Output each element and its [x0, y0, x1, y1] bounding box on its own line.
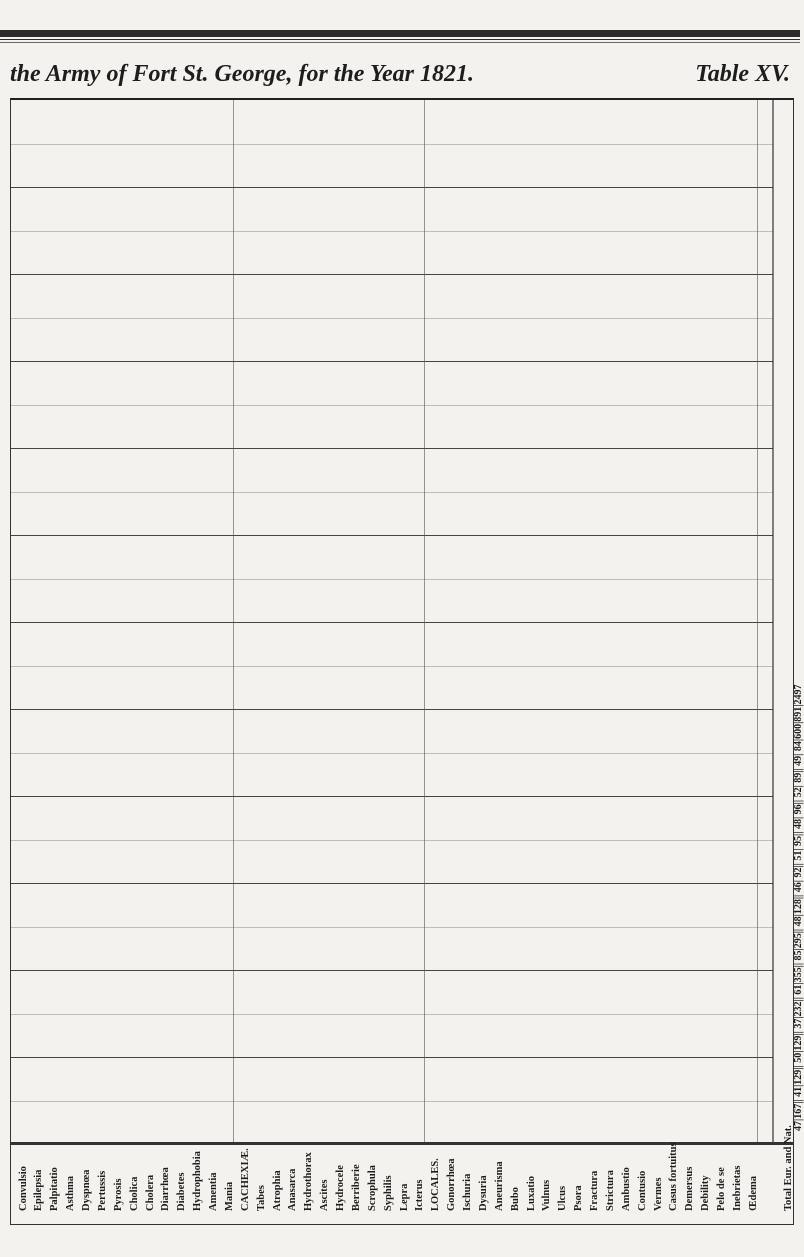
disease-label: Vulnus — [541, 1179, 553, 1211]
disease-column — [297, 1144, 315, 1224]
disease-label: Œdema — [747, 1176, 759, 1211]
disease-column — [376, 1144, 394, 1224]
disease-label: Ambustio — [620, 1167, 632, 1211]
disease-column — [440, 1144, 458, 1224]
disease-column — [646, 1144, 664, 1224]
disease-column — [11, 1144, 29, 1224]
disease-column — [217, 1144, 235, 1224]
disease-label: Epilepsia — [33, 1169, 45, 1211]
disease-column — [154, 1144, 172, 1224]
top-rule-thick — [0, 30, 800, 37]
disease-column — [392, 1144, 410, 1224]
disease-column — [678, 1144, 696, 1224]
disease-column — [567, 1144, 585, 1224]
disease-label: Vermes — [652, 1177, 664, 1211]
disease-label: Syphilis — [382, 1175, 394, 1211]
disease-column — [43, 1144, 61, 1224]
disease-column — [313, 1144, 331, 1224]
disease-label: Ulcus — [557, 1185, 569, 1211]
disease-label: Inebrietas — [731, 1165, 743, 1211]
disease-label: Total Eur. and Nat. — [783, 1125, 794, 1211]
disease-label: Ascites — [319, 1179, 331, 1211]
disease-label: Fractura — [589, 1170, 600, 1211]
disease-column — [265, 1144, 283, 1224]
disease-label: Psora — [573, 1185, 585, 1211]
disease-column — [487, 1144, 505, 1224]
disease-column — [122, 1144, 140, 1224]
disease-label: Debility — [700, 1175, 712, 1211]
disease-column — [535, 1144, 553, 1224]
disease-label: Demersus — [684, 1166, 696, 1211]
table-grid — [11, 100, 793, 1144]
disease-column — [519, 1144, 537, 1224]
disease-column — [106, 1144, 124, 1224]
top-rule-thin-2 — [0, 42, 800, 43]
disease-label: Ischuria — [462, 1173, 473, 1211]
disease-column — [583, 1144, 600, 1224]
disease-label: Dyspnœa — [81, 1169, 92, 1211]
disease-label: Hydrocele — [335, 1165, 346, 1211]
disease-column — [59, 1144, 77, 1224]
disease-column — [424, 1144, 442, 1224]
disease-column — [773, 1125, 794, 1224]
disease-label: Luxatio — [525, 1175, 537, 1211]
disease-label: Hydrophobia — [192, 1151, 204, 1211]
disease-label: LOCALES. — [430, 1158, 442, 1211]
disease-column — [186, 1144, 204, 1224]
disease-column — [249, 1144, 267, 1224]
disease-label: Atrophia — [271, 1170, 283, 1211]
disease-label: Berriberie — [350, 1164, 362, 1211]
disease-label: CACHEXIÆ. — [239, 1148, 251, 1211]
disease-label: Cholera — [144, 1174, 156, 1211]
disease-label: Lepra — [398, 1183, 410, 1211]
disease-label: Contusio — [636, 1170, 648, 1211]
disease-label: Scrophula — [366, 1165, 378, 1211]
disease-column — [662, 1142, 680, 1224]
disease-label: Diarrhœa — [160, 1167, 172, 1211]
disease-column — [170, 1144, 188, 1224]
data-table — [10, 98, 794, 1145]
disease-label: Pertussis — [96, 1170, 108, 1211]
table-number: Table XV. — [695, 61, 790, 87]
disease-label: Aneurisma — [493, 1161, 505, 1211]
disease-label: Strictura — [604, 1170, 616, 1211]
disease-column — [598, 1144, 616, 1224]
disease-column — [233, 1144, 251, 1224]
disease-column — [408, 1144, 426, 1224]
disease-label: Pyrosis — [112, 1178, 124, 1211]
disease-label: Asthma — [65, 1175, 77, 1211]
disease-label: Dysuria — [477, 1175, 489, 1211]
disease-labels-row — [10, 1125, 794, 1225]
disease-column — [456, 1144, 473, 1224]
top-rule-thin — [0, 39, 800, 40]
disease-column — [344, 1144, 362, 1224]
disease-column — [90, 1144, 108, 1224]
disease-column — [329, 1144, 346, 1224]
disease-column — [630, 1144, 648, 1224]
disease-label: Icterus — [414, 1179, 426, 1211]
disease-column — [614, 1144, 632, 1224]
disease-label: Hydrothorax — [303, 1152, 315, 1211]
disease-label: Diabetes — [176, 1172, 188, 1211]
disease-label: Pelo de se — [716, 1167, 727, 1211]
disease-label: Amentia — [208, 1172, 219, 1211]
page-header — [10, 57, 790, 93]
disease-label: Bubo — [509, 1187, 521, 1211]
disease-column — [202, 1144, 219, 1224]
disease-column — [360, 1144, 378, 1224]
disease-label: Tabes — [255, 1185, 267, 1211]
disease-label: Anasarca — [287, 1168, 299, 1211]
totals-margin — [793, 98, 804, 1142]
disease-column — [741, 1144, 759, 1224]
disease-label: Cholica — [128, 1176, 140, 1211]
disease-column — [138, 1144, 156, 1224]
disease-column — [503, 1144, 521, 1224]
disease-column — [710, 1144, 727, 1224]
totals-margin-text: 47|167|| 41|129|| 50|129|| 37|232|| 61|355|| 85|295|| 48|128|| 46| 92|| 51| 95|| 48| 96|| 52| 89|| 49| 84|600|891|2497 — [793, 684, 804, 1131]
disease-column — [694, 1144, 712, 1224]
header-title: the Army of Fort St. George, for the Year 1821. — [10, 61, 475, 87]
disease-column — [281, 1144, 299, 1224]
disease-label: Convulsio — [17, 1166, 29, 1211]
disease-label: Gonorrhœa — [446, 1158, 458, 1211]
disease-label: Casus fortuitus — [668, 1142, 680, 1211]
disease-column — [75, 1144, 92, 1224]
disease-label: Mania — [223, 1181, 235, 1211]
disease-label: Palpitatio — [49, 1167, 61, 1211]
disease-column — [551, 1144, 569, 1224]
disease-column — [471, 1144, 489, 1224]
disease-column — [27, 1144, 45, 1224]
disease-column — [725, 1144, 743, 1224]
